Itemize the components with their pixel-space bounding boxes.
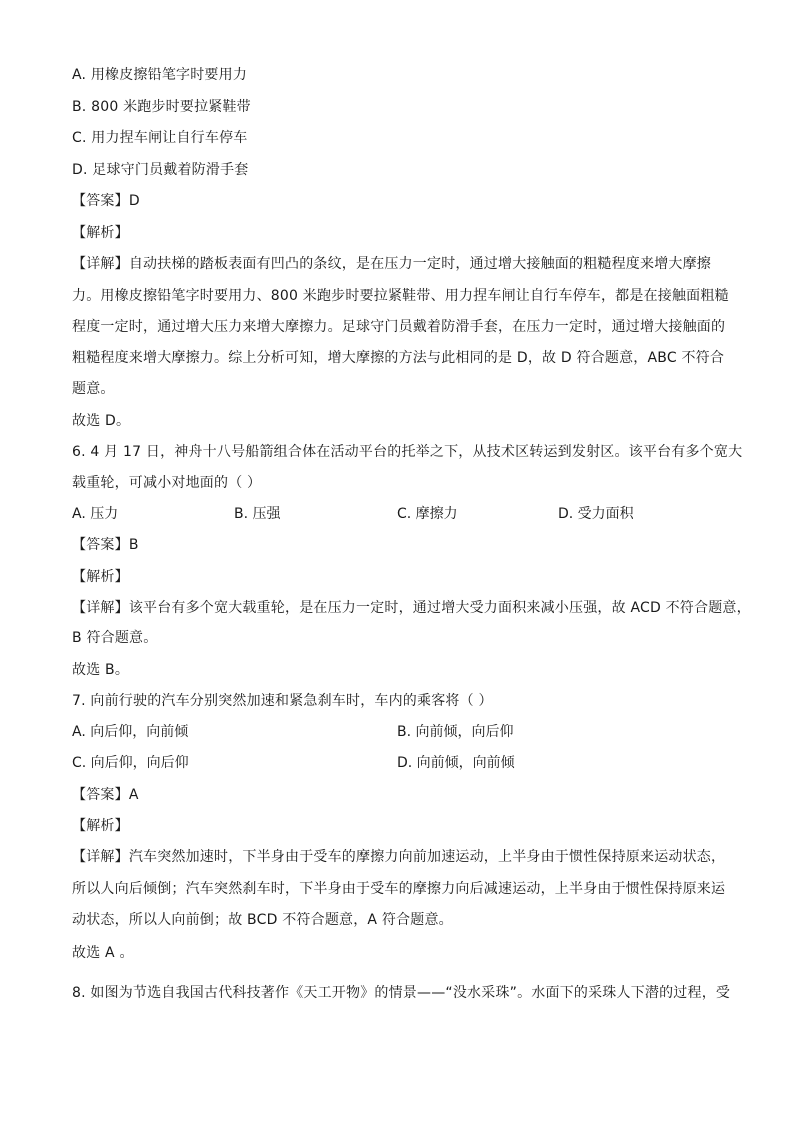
q7-detail-line-3: 动状态，所以人向前倒；故 BCD 不符合题意，A 符合题意。	[72, 912, 453, 928]
q6-detail-text-1: 该平台有多个宽大载重轮，是在压力一定时，通过增大受力面积来减小压强，故 ACD 不符合题意，	[128, 600, 751, 616]
q7-answer-line	[72, 785, 139, 805]
q7-detail-line-2: 所以人向后倾倒；汽车突然刹车时，下半身由于受车的摩擦力向后减速运动，上半身由于惯性保持原来运	[72, 881, 726, 897]
q5-conclusion: 故选 D。	[72, 413, 131, 429]
q7-conclusion: 故选 A 。	[72, 945, 134, 961]
answer-tag: 【答案】	[72, 787, 129, 803]
q6-option-a: A. 压力	[72, 506, 119, 522]
q6-detail-line-1	[72, 598, 751, 618]
q6-conclusion: 故选 B。	[72, 662, 130, 678]
q7-detail-text-1: 汽车突然加速时，下半身由于受车的摩擦力向前加速运动，上半身由于惯性保持原来运动状态，	[128, 849, 726, 865]
q5-detail-text-1: 自动扶梯的踏板表面有凹凸的条纹，是在压力一定时，通过增大接触面的粗糙程度来增大摩擦	[128, 256, 712, 272]
q5-option-d: D. 足球守门员戴着防滑手套	[72, 162, 249, 178]
q7-option-d: D. 向前倾，向前倾	[397, 755, 515, 771]
q5-detail-line-4: 粗糙程度来增大摩擦力。综上分析可知，增大摩擦的方法与此相同的是 D，故 D 符合题意，ABC 不符合	[72, 350, 725, 366]
detail-tag: 【详解】	[72, 256, 129, 272]
q6-analysis-tag: 【解析】	[72, 569, 129, 585]
q8-stem: 8. 如图为节选自我国古代科技著作《天工开物》的情景——“没水采珠”。水面下的采珠人下潜的过程，受	[72, 985, 731, 1001]
q6-answer-line	[72, 535, 139, 555]
q5-option-a: A. 用橡皮擦铅笔字时要用力	[72, 67, 248, 83]
q7-option-a: A. 向后仰，向前倾	[72, 724, 189, 740]
q7-stem: 7. 向前行驶的汽车分别突然加速和紧急刹车时，车内的乘客将（ ）	[72, 693, 493, 709]
q7-option-b: B. 向前倾，向后仰	[397, 724, 514, 740]
q5-answer-line	[72, 191, 140, 211]
q5-detail-line-3: 程度一定时，通过增大压力来增大摩擦力。足球守门员戴着防滑手套，在压力一定时，通过增大接触面的	[72, 319, 726, 335]
q5-detail-line-2: 力。用橡皮擦铅笔字时要用力、800 米跑步时要拉紧鞋带、用力捏车闸让自行车停车，都是在接触面粗糙	[72, 288, 729, 304]
answer-tag: 【答案】	[72, 537, 129, 553]
q5-option-b: B. 800 米跑步时要拉紧鞋带	[72, 99, 251, 115]
q6-stem-line-1: 6. 4 月 17 日，神舟十八号船箭组合体在活动平台的托举之下，从技术区转运到发射区。该平台有多个宽大	[72, 444, 743, 460]
answer-tag: 【答案】	[72, 193, 129, 209]
detail-tag: 【详解】	[72, 600, 129, 616]
q7-analysis-tag: 【解析】	[72, 818, 129, 834]
detail-tag: 【详解】	[72, 849, 129, 865]
q7-detail-line-1	[72, 847, 725, 867]
q5-option-c: C. 用力捏车闸让自行车停车	[72, 130, 248, 146]
q6-option-d: D. 受力面积	[558, 506, 634, 522]
q6-answer-value: B	[128, 537, 139, 553]
q5-analysis-tag: 【解析】	[72, 225, 129, 241]
q5-answer-value: D	[128, 193, 140, 209]
q5-detail-line-5: 题意。	[72, 381, 115, 397]
q7-option-c: C. 向后仰，向后仰	[72, 755, 189, 771]
q7-answer-value: A	[128, 787, 139, 803]
q6-stem-line-2: 载重轮，可减小对地面的（ ）	[72, 475, 262, 491]
q6-option-b: B. 压强	[234, 506, 281, 522]
q5-detail-line-1	[72, 254, 711, 274]
q6-detail-line-2: B 符合题意。	[72, 630, 158, 646]
q6-option-c: C. 摩擦力	[397, 506, 458, 522]
